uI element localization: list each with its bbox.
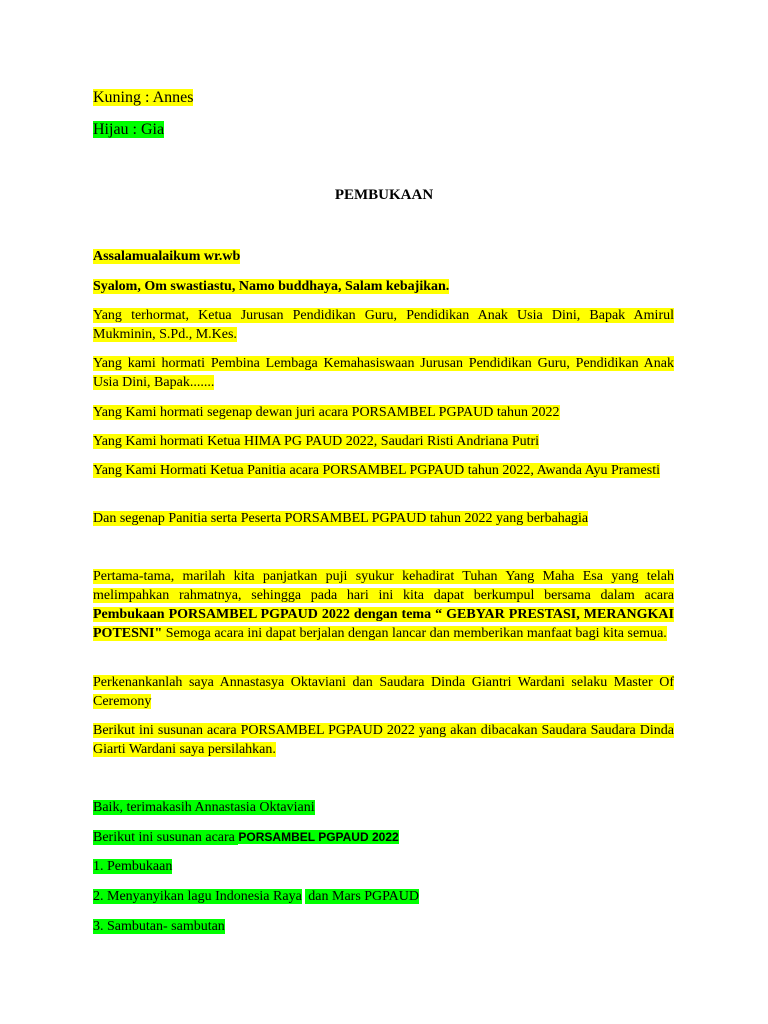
agenda-handover-text: Berikut ini susunan acara PORSAMBEL PGPAUD 2022 yang akan dibacakan Saudara Saudara Dinda Giarti Wardani saya persilahkan. [93,723,674,757]
legend-yellow [93,88,193,108]
opening-paragraph [93,567,674,643]
greeting-line-1-text: Assalamualaikum wr.wb [93,249,241,264]
agenda-item-2 [93,887,419,906]
agenda-item-1-text: 1. Pembukaan [93,859,173,874]
respect-1-text: Yang terhormat, Ketua Jurusan Pendidikan Guru, Pendidikan Anak Usia Dini, Bapak Amirul Mukminin, S.Pd., M.Kes. [93,308,674,342]
greeting-line-2 [93,277,449,296]
agenda-item-3-text: 3. Sambutan- sambutan [93,919,225,934]
legend-green [93,120,164,140]
opening-event-theme: Pembukaan PORSAMBEL PGPAUD 2022 dengan tema “ GEBYAR PRESTASI, MERANGKAI POTESNI" [93,607,674,641]
respect-paragraph-5 [93,461,674,480]
agenda-item-3 [93,917,225,936]
green-agenda-intro-text: Berikut ini susunan acara [93,830,239,845]
respect-2-text: Yang kami hormati Pembina Lembaga Kemahasiswaan Jurusan Pendidikan Guru, Pendidikan Anak Usia Dini, Bapak....... [93,356,674,390]
agenda-handover-paragraph [93,721,674,759]
respect-5-text: Yang Kami Hormati Ketua Panitia acara PORSAMBEL PGPAUD tahun 2022, Awanda Ayu Pramesti [93,463,660,478]
legend-yellow-text: Kuning : Annes [93,89,194,106]
agenda-item-2-text: 2. Menyanyikan lagu Indonesia Raya [93,889,302,904]
respect-paragraph-6 [93,509,588,528]
green-thanks-text: Baik, terimakasih Annastasia Oktaviani [93,800,315,815]
legend-green-text: Hijau : Gia [93,121,165,138]
respect-paragraph-1 [93,306,674,344]
respect-paragraph-3 [93,403,560,422]
respect-4-text: Yang Kami hormati Ketua HIMA PG PAUD 2022, Saudari Risti Andriana Putri [93,434,540,449]
opening-rest-text: Semoga acara ini dapat berjalan dengan lancar dan memberikan manfaat bagi kita semua. [162,626,667,641]
greeting-line-2-text: Syalom, Om swastiastu, Namo buddhaya, Salam kebajikan. [93,279,450,294]
opening-intro-text: Pertama-tama, marilah kita panjatkan puji syukur kehadirat Tuhan Yang Maha Esa yang telah melimpahkan rahmatnya, sehingga pada hari ini kita dapat berkumpul bersama dalam acara [93,569,674,603]
respect-paragraph-4 [93,432,539,451]
agenda-item-1 [93,857,172,876]
green-agenda-event-name: PORSAMBEL PGPAUD 2022 [238,830,399,844]
page-title: PEMBUKAAN [334,187,434,203]
green-thanks-line [93,798,315,817]
mc-introduction-text: Perkenankanlah saya Annastasya Oktaviani dan Saudara Dinda Giantri Wardani selaku Master Of Ceremony [93,675,674,709]
agenda-item-2-continuation: dan Mars PGPAUD [304,889,419,904]
mc-introduction-paragraph [93,673,674,711]
respect-3-text: Yang Kami hormati segenap dewan juri acara PORSAMBEL PGPAUD tahun 2022 [93,405,560,420]
green-agenda-intro-line [93,828,399,847]
respect-6-text: Dan segenap Panitia serta Peserta PORSAMBEL PGPAUD tahun 2022 yang berbahagia [93,511,589,526]
respect-paragraph-2 [93,354,674,392]
greeting-line-1 [93,247,240,266]
